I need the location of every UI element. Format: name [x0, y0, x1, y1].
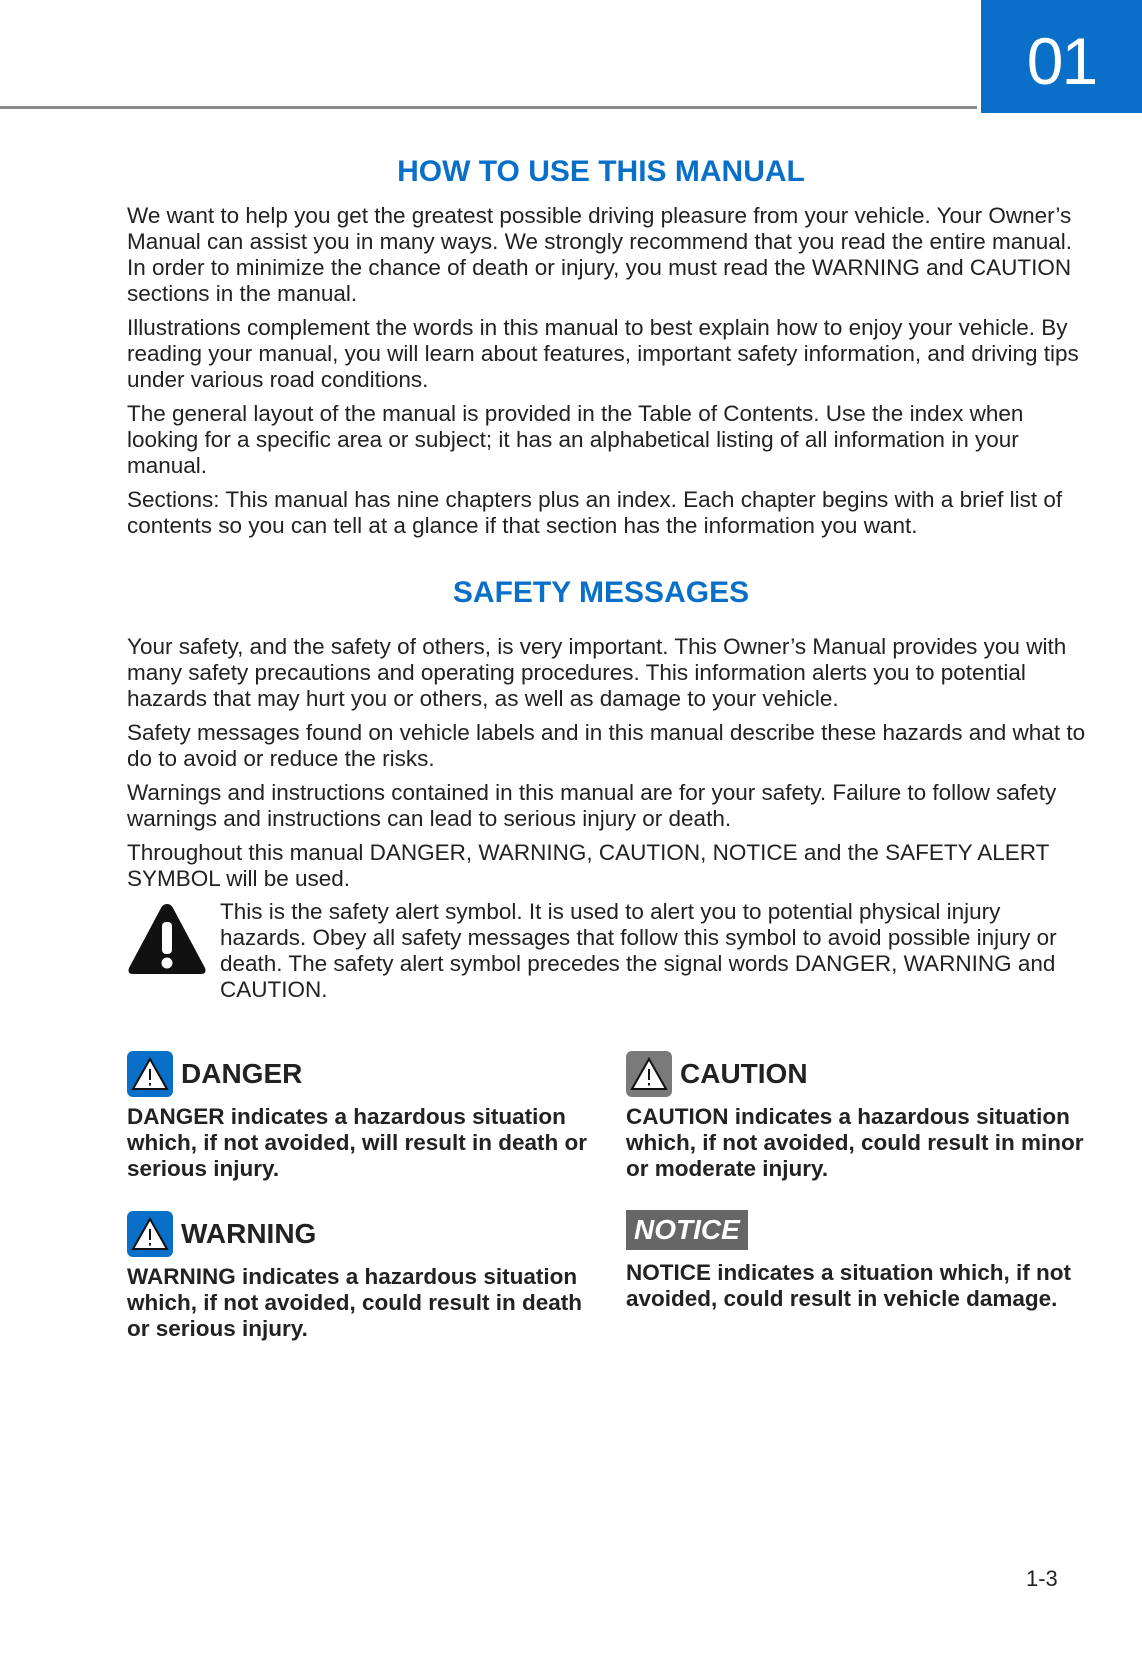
signal-label: CAUTION: [680, 1058, 808, 1089]
section-how-to-use-body: [127, 203, 1087, 547]
signal-label: DANGER: [181, 1058, 303, 1089]
signal-danger: [127, 1050, 597, 1182]
paragraph: Your safety, and the safety of others, is very important. This Owner’s Manual provides you with many safety precautions and operating procedures. This information alerts you to potential hazards that may hurt you or others, as well as damage to your vehicle.: [127, 634, 1067, 711]
section-safety-body: [127, 634, 1087, 900]
warning-triangle-icon: [127, 1211, 173, 1257]
page-number: 1-3: [1026, 1566, 1058, 1591]
safety-alert-description: This is the safety alert symbol. It is used to alert you to potential physical injury hazards. Obey all safety messages that follow this symbol to avoid possible injury or death. The safety alert symbol precedes the signal words DANGER, WARNING and CAUTION.: [220, 899, 1057, 1002]
paragraph: Illustrations complement the words in this manual to best explain how to enjoy your vehicle. By reading your manual, you will learn about features, important safety information, and driving tips under various road conditions.: [127, 315, 1079, 392]
paragraph: Warnings and instructions contained in this manual are for your safety. Failure to follow safety warnings and instructions can lead to serious injury or death.: [127, 780, 1057, 831]
signal-label: WARNING: [181, 1218, 317, 1249]
paragraph: We want to help you get the greatest possible driving pleasure from your vehicle. Your Owner’s Manual can assist you in many ways. We strongly recommend that you read the entire manual. In order to minimize the chance of death or injury, you must read the WARNING and CAUTION sections in the manual.: [127, 203, 1073, 306]
safety-alert-symbol-icon: [127, 902, 207, 976]
section-title-how-to-use: HOW TO USE THIS MANUAL: [397, 155, 805, 188]
signal-caution: [626, 1050, 1096, 1182]
signal-notice: [626, 1210, 1096, 1312]
signal-description: NOTICE indicates a situation which, if not avoided, could result in vehicle damage.: [626, 1260, 1072, 1311]
signal-warning: [127, 1210, 597, 1342]
paragraph: Sections: This manual has nine chapters plus an index. Each chapter begins with a brief list of contents so you can tell at a glance if that section has the information you want.: [127, 487, 1063, 538]
signal-description: CAUTION indicates a hazardous situation which, if not avoided, could result in minor or moderate injury.: [626, 1104, 1084, 1181]
paragraph: Safety messages found on vehicle labels and in this manual describe these hazards and what to do to avoid or reduce the risks.: [127, 720, 1086, 771]
paragraph: Throughout this manual DANGER, WARNING, CAUTION, NOTICE and the SAFETY ALERT SYMBOL will be used.: [127, 840, 1049, 891]
signal-description: DANGER indicates a hazardous situation which, if not avoided, will result in death or serious injury.: [127, 1104, 588, 1181]
paragraph: The general layout of the manual is provided in the Table of Contents. Use the index when looking for a specific area or subject; it has an alphabetical listing of all information in your manual.: [127, 401, 1024, 478]
warning-triangle-icon: [127, 1051, 173, 1097]
chapter-tab: 01: [981, 0, 1142, 113]
signal-description: WARNING indicates a hazardous situation which, if not avoided, could result in death or serious injury.: [127, 1264, 583, 1341]
warning-triangle-icon: [626, 1051, 672, 1097]
notice-label: NOTICE: [626, 1210, 748, 1250]
section-title-safety-messages: SAFETY MESSAGES: [452, 576, 750, 609]
header-rule: [0, 106, 977, 109]
